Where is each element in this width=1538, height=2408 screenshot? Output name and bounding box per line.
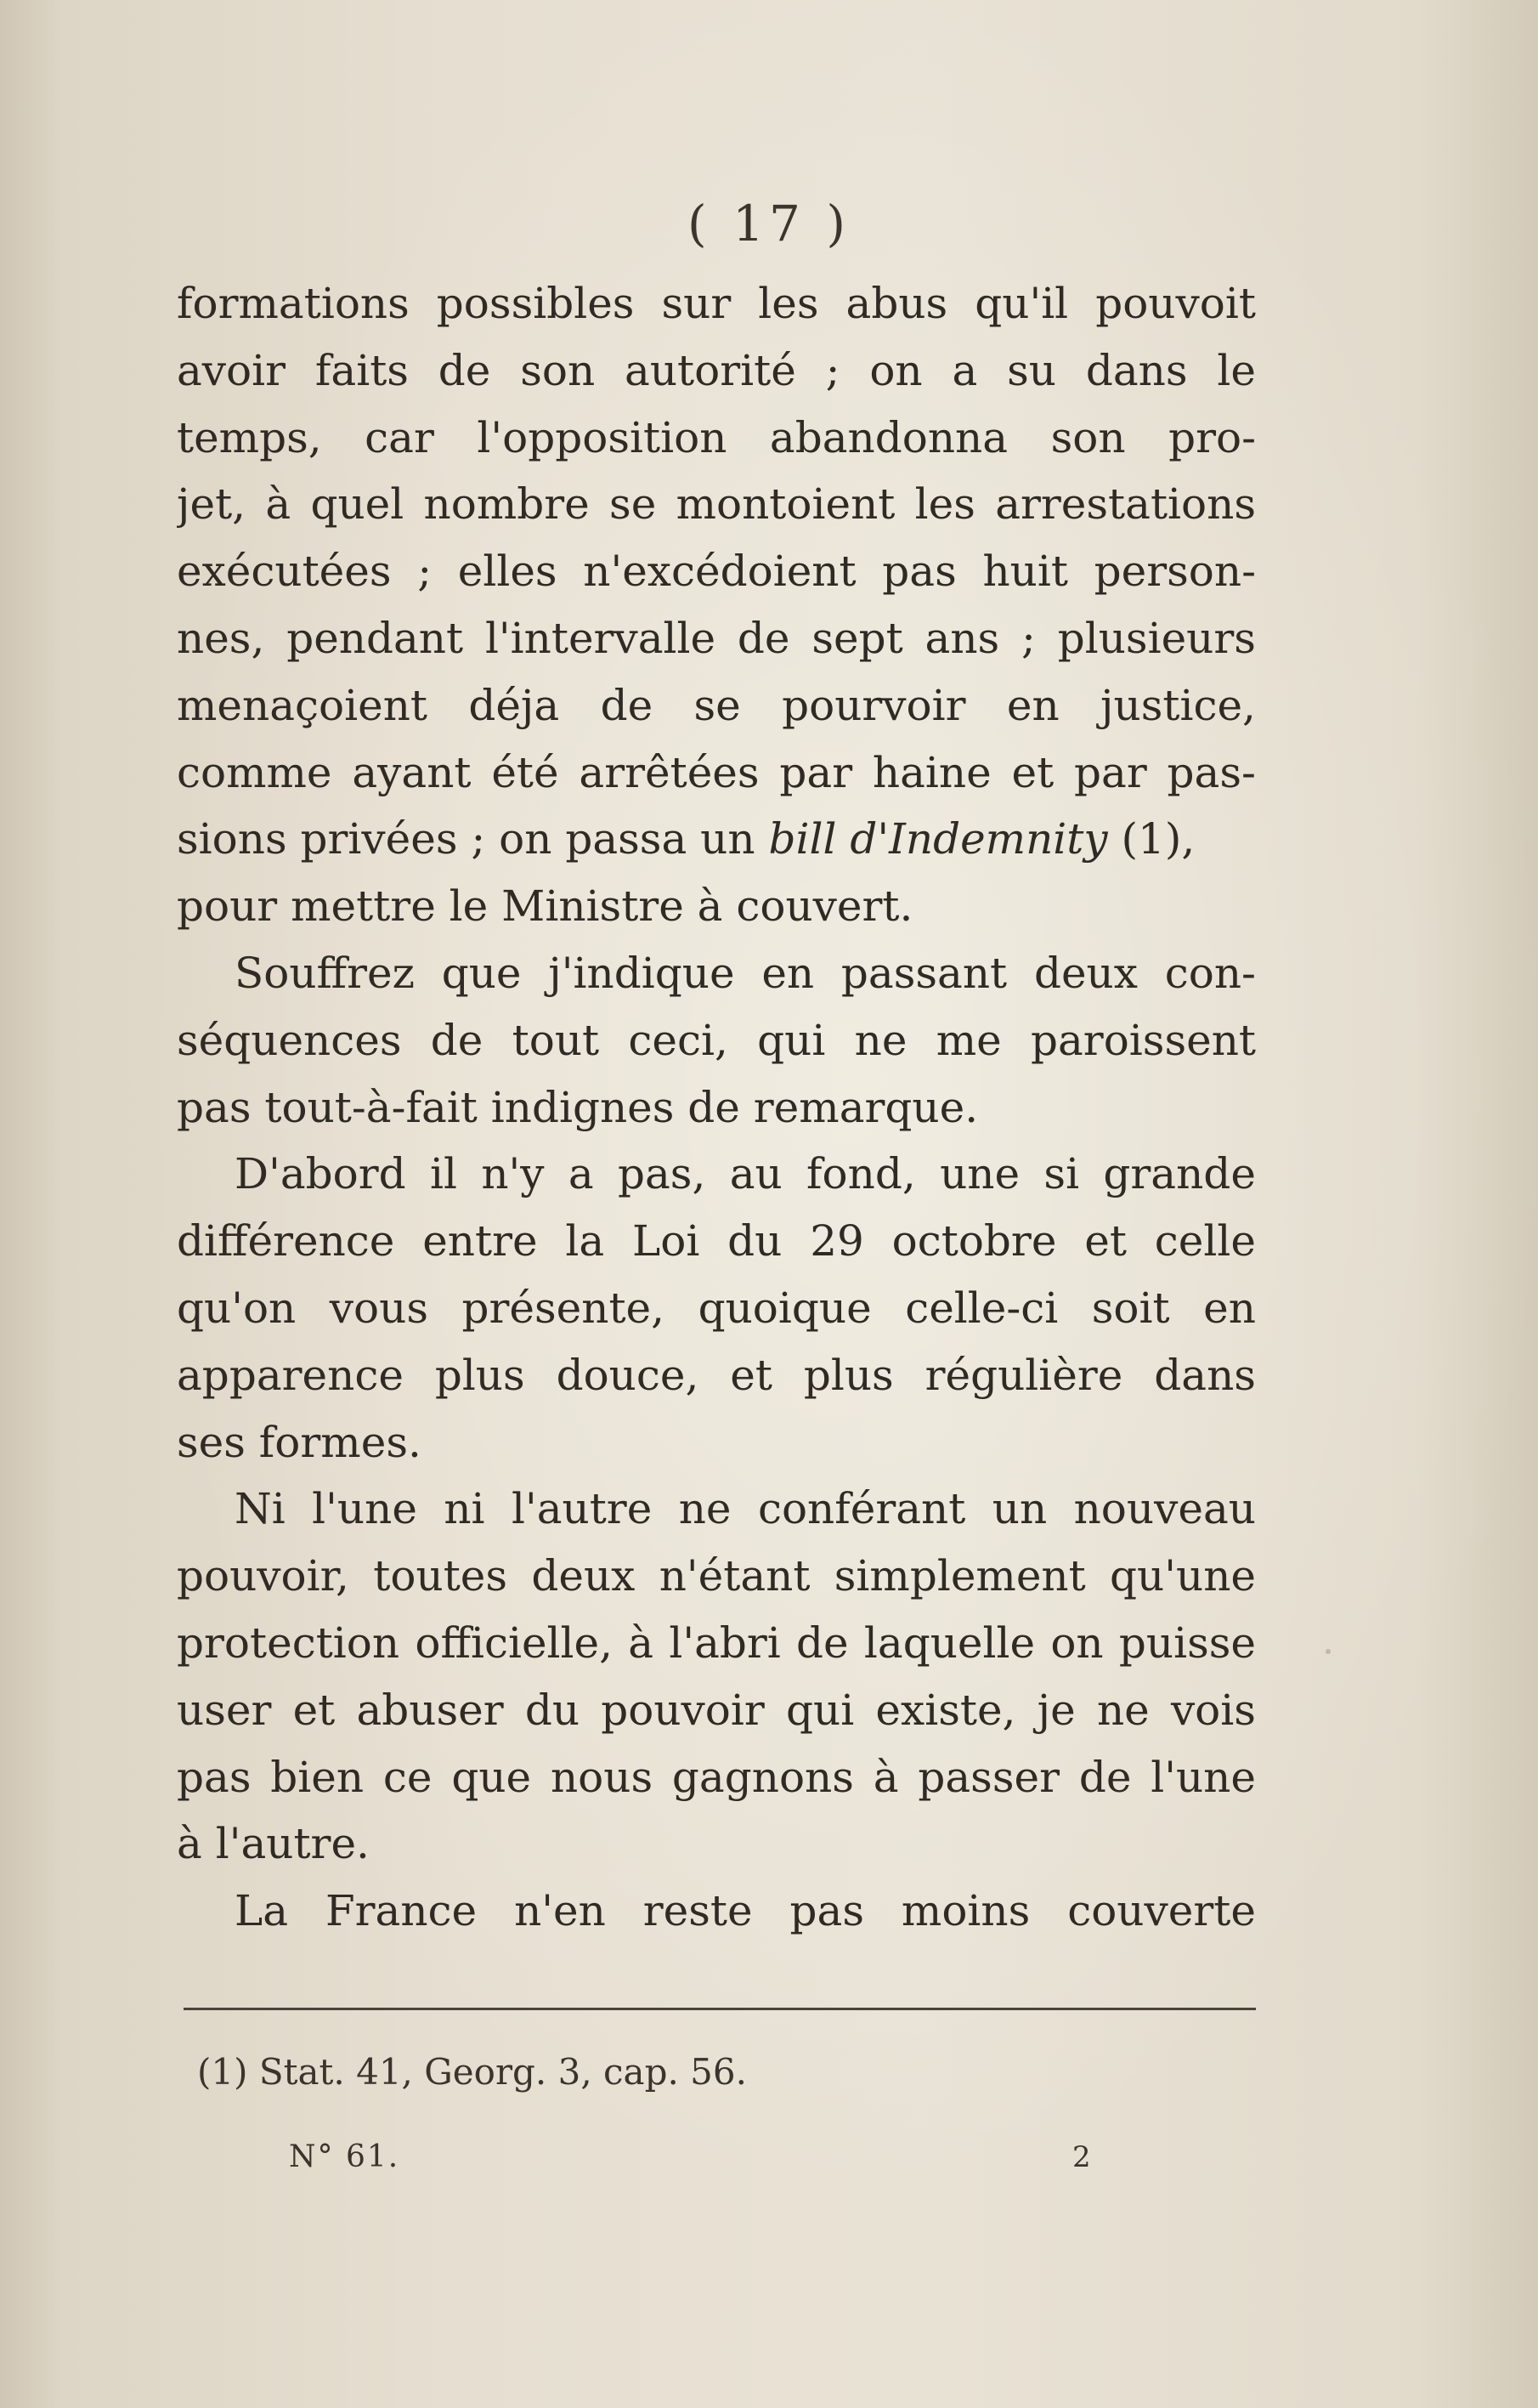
word: dans <box>1085 345 1188 395</box>
word: n'excédoient <box>583 547 857 597</box>
word: Loi <box>632 1216 700 1266</box>
word: conférant <box>757 1484 966 1534</box>
word: les <box>914 479 975 530</box>
word: formations <box>177 279 410 328</box>
word: couverte <box>1067 1886 1256 1936</box>
word: sur <box>661 279 732 328</box>
word: Souffrez <box>235 948 415 998</box>
word: menaçoient <box>177 680 427 730</box>
word: passant <box>840 948 1008 998</box>
word: temps, <box>177 412 322 462</box>
word: su <box>1007 345 1056 395</box>
text-line <box>177 270 1256 337</box>
word: n'y <box>481 1149 545 1199</box>
word: les <box>758 279 819 328</box>
text-line <box>177 1878 1256 1945</box>
word: France <box>325 1886 478 1936</box>
italic-term: bill d'Indemnity <box>768 814 1108 864</box>
word: reste <box>642 1886 753 1936</box>
word: été <box>491 747 559 797</box>
word: plus <box>434 1350 525 1400</box>
word: se <box>693 680 741 730</box>
word: et <box>1011 747 1055 797</box>
word: douce, <box>556 1350 699 1400</box>
word: pouvoit <box>1095 279 1256 328</box>
word: nouveau <box>1073 1484 1256 1534</box>
word: l'intervalle <box>484 613 716 663</box>
word: soit <box>1091 1283 1170 1333</box>
word: qu'on <box>177 1283 297 1333</box>
word: car <box>365 412 434 462</box>
word: nombre <box>423 479 590 530</box>
word: quel <box>310 479 404 530</box>
word: en <box>761 948 815 998</box>
word: protection <box>177 1618 400 1668</box>
word: de <box>600 680 653 730</box>
paper-speck <box>1326 1649 1331 1654</box>
word: existe, <box>875 1685 1016 1735</box>
word: entre <box>422 1216 538 1266</box>
word: huit <box>982 547 1068 597</box>
text-line <box>177 337 1256 405</box>
text-line <box>177 1744 1256 1811</box>
sheet-mark: 2 <box>1072 2140 1091 2174</box>
word: à <box>628 1618 654 1668</box>
word: nes, <box>177 613 265 663</box>
word: nous <box>550 1752 653 1802</box>
word: pas, <box>617 1149 706 1199</box>
word: celle-ci <box>905 1283 1059 1333</box>
text-line <box>177 538 1256 605</box>
word: celle <box>1154 1216 1256 1266</box>
word: qui <box>786 1685 855 1735</box>
word: 29 <box>810 1216 864 1266</box>
text-line: pour mettre le Ministre à couvert. <box>177 881 913 932</box>
word: ne <box>1096 1685 1150 1735</box>
word: si <box>1043 1149 1080 1199</box>
word: avoir <box>177 345 286 395</box>
word: faits <box>314 345 409 395</box>
word: haine <box>872 747 992 797</box>
word: présente, <box>461 1283 665 1333</box>
word: l'opposition <box>477 412 727 462</box>
word: La <box>235 1886 289 1936</box>
text-line <box>177 1141 1256 1208</box>
signature-mark: N° 61. <box>289 2139 400 2174</box>
text-line: ses formes. <box>177 1417 421 1467</box>
text-line <box>177 1543 1256 1610</box>
word: abuser <box>356 1685 504 1735</box>
footnote-divider <box>184 2008 1256 2010</box>
text-line <box>177 1007 1256 1074</box>
body-text <box>177 270 1256 1945</box>
word: qui <box>757 1015 826 1065</box>
word: arrêtées <box>579 747 760 797</box>
text-line <box>177 1476 1256 1543</box>
word: et <box>730 1350 772 1400</box>
text-line <box>177 672 1256 739</box>
word: ; <box>1021 613 1036 663</box>
word: sept <box>811 613 903 663</box>
text-line <box>177 1275 1256 1342</box>
word: Ni <box>235 1484 286 1534</box>
word: son <box>520 345 596 395</box>
word: une <box>940 1149 1021 1199</box>
word: au <box>729 1149 783 1199</box>
word: pourvoir <box>782 680 966 730</box>
word: par <box>1074 747 1147 797</box>
word: possibles <box>436 279 635 328</box>
word: montoient <box>676 479 896 530</box>
word: D'abord <box>235 1149 406 1199</box>
word: la <box>565 1216 605 1266</box>
word: que <box>441 948 522 998</box>
word: deux <box>1033 948 1138 998</box>
word: qu'une <box>1110 1551 1256 1601</box>
word: de <box>438 345 491 395</box>
word: abandonna <box>769 412 1009 462</box>
word: gagnons <box>671 1752 854 1802</box>
word: octobre <box>891 1216 1057 1266</box>
word: je <box>1037 1685 1076 1735</box>
word: son <box>1050 412 1126 462</box>
word: pouvoir <box>601 1685 765 1735</box>
word: n'étant <box>659 1551 811 1601</box>
word: pro- <box>1168 412 1256 462</box>
text-line <box>177 1677 1256 1744</box>
text-line <box>177 471 1256 538</box>
word: à <box>873 1752 899 1802</box>
word: de <box>1078 1752 1132 1802</box>
word: l'une <box>1151 1752 1256 1802</box>
word: l'abri <box>669 1618 781 1668</box>
word: person- <box>1094 547 1256 597</box>
word: plusieurs <box>1057 613 1256 663</box>
text-line: pas tout-à-fait indignes de remarque. <box>177 1082 979 1132</box>
word: ce <box>382 1752 433 1802</box>
word: dans <box>1154 1350 1256 1400</box>
word: a <box>952 345 978 395</box>
word: vous <box>329 1283 428 1333</box>
word: fond, <box>806 1149 916 1199</box>
word: pendant <box>286 613 464 663</box>
word: abus <box>845 279 948 328</box>
word: ans <box>924 613 1000 663</box>
word: autorité <box>625 345 796 395</box>
word: con- <box>1164 948 1256 998</box>
word: que <box>451 1752 532 1802</box>
word: tout <box>512 1015 600 1065</box>
word: ceci, <box>628 1015 728 1065</box>
word: comme <box>177 747 332 797</box>
word: ni <box>444 1484 485 1534</box>
word: passer <box>918 1752 1060 1802</box>
word: ne <box>678 1484 732 1534</box>
word: ayant <box>352 747 472 797</box>
word: l'une <box>312 1484 417 1534</box>
word: se <box>609 479 657 530</box>
word: jet, <box>177 479 246 530</box>
word: elles <box>457 547 557 597</box>
word: pas <box>882 547 957 597</box>
word: à <box>265 479 291 530</box>
word: le <box>1217 345 1256 395</box>
word: séquences <box>177 1015 402 1065</box>
word: pouvoir, <box>177 1551 349 1601</box>
text-line <box>177 1208 1256 1275</box>
word: puisse <box>1118 1618 1256 1668</box>
word: pas- <box>1167 747 1256 797</box>
word: toutes <box>373 1551 508 1601</box>
word: quoique <box>698 1283 872 1333</box>
text-segment: sions privées ; on passa un <box>177 814 755 864</box>
word: apparence <box>177 1350 404 1400</box>
word: on <box>1050 1618 1104 1668</box>
word: différence <box>177 1216 395 1266</box>
word: et <box>1084 1216 1127 1266</box>
word: deux <box>531 1551 636 1601</box>
word: bien <box>270 1752 365 1802</box>
text-line <box>177 605 1256 672</box>
word: qu'il <box>975 279 1069 328</box>
text-line-with-italic <box>177 806 1256 873</box>
word: régulière <box>924 1350 1123 1400</box>
word: exécutées <box>177 547 392 597</box>
word: arrestations <box>995 479 1256 530</box>
word: il <box>430 1149 457 1199</box>
word: pas <box>789 1886 864 1936</box>
word: me <box>936 1015 1002 1065</box>
word: de <box>430 1015 483 1065</box>
word: simplement <box>834 1551 1086 1601</box>
text-line: à l'autre. <box>177 1819 370 1869</box>
word: ne <box>854 1015 908 1065</box>
word: du <box>524 1685 580 1735</box>
word: un <box>992 1484 1048 1534</box>
word: user <box>177 1685 272 1735</box>
word: plus <box>803 1350 894 1400</box>
word: du <box>727 1216 783 1266</box>
word: officielle, <box>415 1618 614 1668</box>
word: grande <box>1103 1149 1256 1199</box>
word: l'autre <box>511 1484 653 1534</box>
word: de <box>796 1618 849 1668</box>
word: ; <box>417 547 433 597</box>
text-line <box>177 739 1256 807</box>
word: déja <box>468 680 560 730</box>
text-line <box>177 1342 1256 1409</box>
text-line <box>177 405 1256 472</box>
word: a <box>568 1149 594 1199</box>
word: en <box>1203 1283 1256 1333</box>
text-line <box>177 1610 1256 1677</box>
word: pas <box>177 1752 252 1802</box>
word: on <box>869 345 923 395</box>
word: justice, <box>1100 680 1256 730</box>
footnote-reference: (1), <box>1121 814 1196 864</box>
word: de <box>737 613 790 663</box>
word: laquelle <box>863 1618 1036 1668</box>
word: vois <box>1170 1685 1256 1735</box>
page-number: ( 17 ) <box>687 195 851 252</box>
word: ; <box>825 345 840 395</box>
word: j'indique <box>548 948 735 998</box>
text-line <box>177 940 1256 1007</box>
word: paroissent <box>1030 1015 1256 1065</box>
footnote: (1) Stat. 41, Georg. 3, cap. 56. <box>197 2051 747 2093</box>
word: n'en <box>514 1886 606 1936</box>
word: moins <box>901 1886 1031 1936</box>
word: et <box>292 1685 336 1735</box>
word: par <box>779 747 853 797</box>
word: en <box>1006 680 1060 730</box>
